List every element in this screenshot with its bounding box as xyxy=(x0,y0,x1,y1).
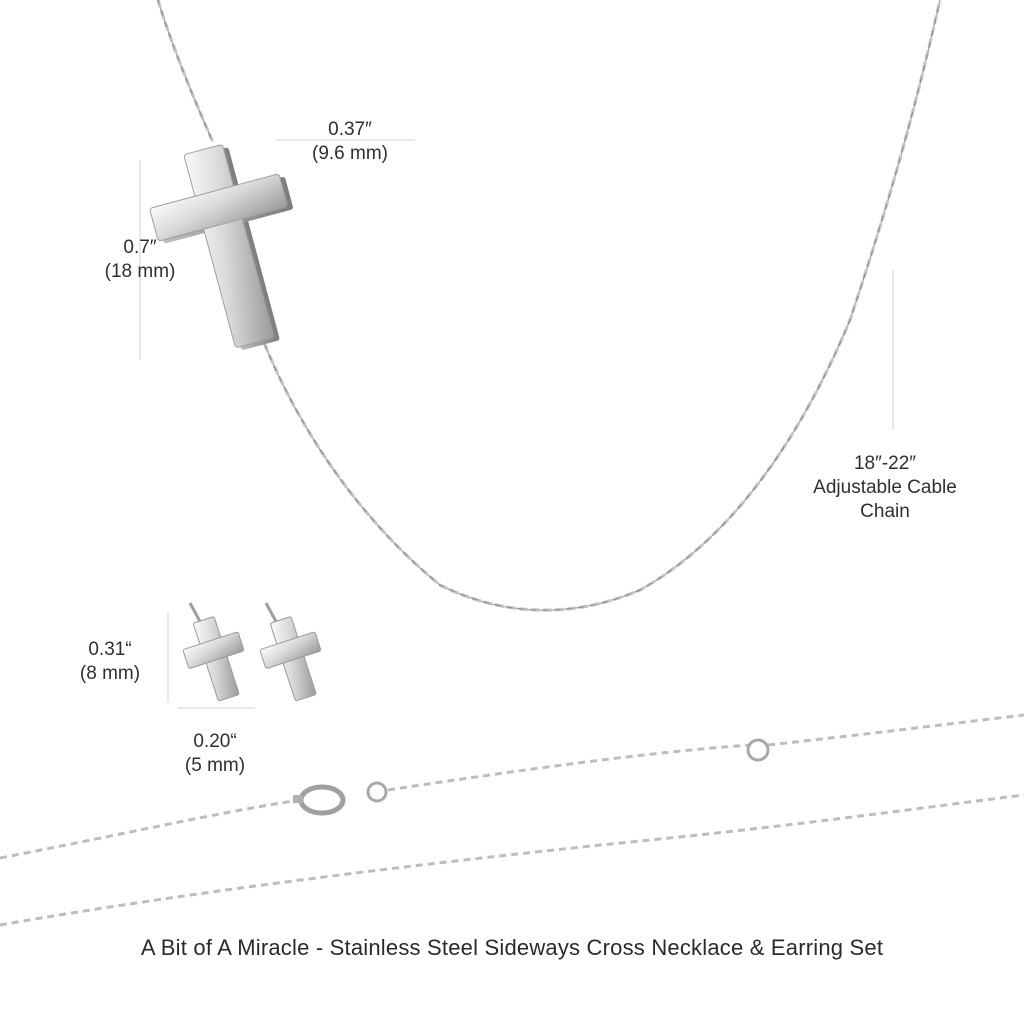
chain-length-line1: 18″-22″ xyxy=(853,453,917,474)
earring-width-label xyxy=(165,730,265,778)
earring-width-inch: 0.20“ xyxy=(193,731,237,752)
chain-strand-lower-1 xyxy=(0,800,300,858)
cross-height-label xyxy=(85,236,195,284)
earring-height-label xyxy=(60,638,160,686)
extender-ring xyxy=(748,740,768,760)
jump-ring xyxy=(368,783,386,801)
chain-length-line2: Adjustable Cable xyxy=(813,477,957,498)
earring-left xyxy=(176,603,257,707)
cross-width-label xyxy=(290,118,410,166)
product-caption: A Bit of A Miracle - Stainless Steel Sideways Cross Necklace & Earring Set xyxy=(140,935,884,960)
earring-width-mm: (5 mm) xyxy=(184,755,246,776)
cross-width-inch: 0.37″ xyxy=(328,119,372,140)
cross-height-mm: (18 mm) xyxy=(104,261,176,282)
chain-strand-lower-4 xyxy=(0,795,1024,925)
earring-height-inch: 0.31“ xyxy=(88,639,132,660)
cross-width-mm: (9.6 mm) xyxy=(312,143,388,164)
chain-strand-lower-3 xyxy=(768,715,1024,745)
cross-height-inch: 0.7″ xyxy=(123,237,157,258)
chain-length-line3: Chain xyxy=(860,501,910,522)
chain-length-label xyxy=(800,452,970,524)
chain-strand-lower-2 xyxy=(388,745,750,790)
lobster-clasp xyxy=(293,787,343,813)
earring-right xyxy=(253,603,334,707)
earring-height-mm: (8 mm) xyxy=(79,663,141,684)
